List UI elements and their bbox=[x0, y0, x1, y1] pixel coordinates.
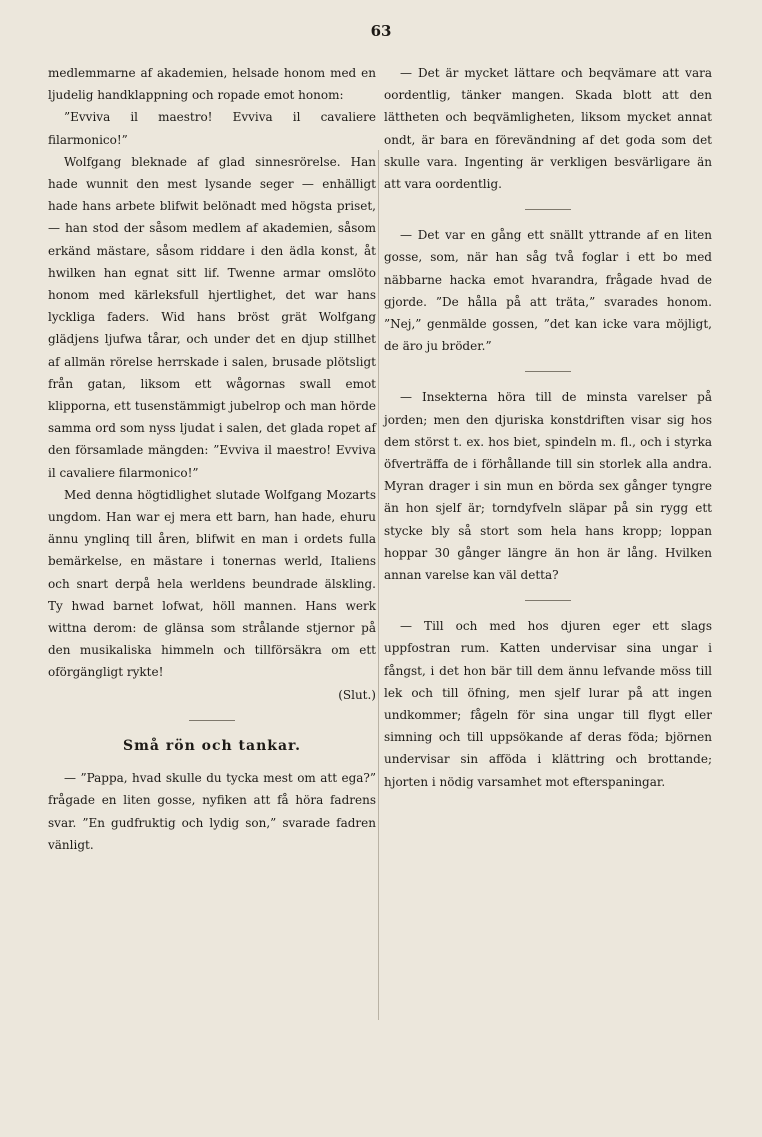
short-item: — Det var en gång ett snällt yttrande af en liten gosse, som, när han såg två foglar i ett bo med näbbarne hacka emot hvarandra, frågade hvad de gjorde. ”De hålla på att träta,” svarades honom. ”Nej,” genmälde gossen, ”det kan icke vara möjligt, de äro ju bröder.” bbox=[384, 228, 712, 354]
short-item: — Det är mycket lättare och beqvämare att vara oordentlig, tänker mangen. Skada blott att den lättheten och beqvämligheten, liksom mycket annat ondt, är bara en förevändning af det goda som det skulle vara. Ingenting är verkligen besvärligare än att vara oordentlig. bbox=[384, 66, 712, 192]
section-heading: Små rön och tankar. bbox=[122, 737, 301, 754]
story-paragraph: ”Evviva il maestro! Evviva il cavaliere filarmonico!” bbox=[48, 110, 376, 147]
story-paragraph: Wolfgang bleknade af glad sinnesrörelse. Han hade wunnit den mest lysande seger — enhälligt hade hans arbete blifwit belönadt med högsta priset, — han stod der såsom medlem af akademien, såsom erkänd mästare, såsom riddare i den ädla konst, åt hwilken han egnat sitt lif. Twenne armar omslöto honom med kärleksfull hjertlighet, det war hans lyckliga faders. Wid hans bröst grät Wolfgang glädjens ljufwa tårar, och under det en djup stillhet af allmän rörelse herrskade i salen, brusade plötsligt från gatan, liksom ett wågornas swall emot klipporna, ett tusenstämmigt jubelrop och man hörde samma ord som nyss ljudat i salen, det glada ropet af den församlade mängden: ”Evviva il maestro! Evviva il cavaliere filarmonico!” bbox=[48, 154, 376, 480]
story-paragraph: Med denna högtidlighet slutade Wolfgang Mozarts ungdom. Han war ej mera ett barn, han hade, ehuru ännu ynglinq till åren, blifwit en man i ordets fulla bemärkelse, en mästare i tonernas werld, Italiens och snart derpå hela werldens beundrade älskling. Ty hwad barnet lofwat, höll mannen. Hans werk wittna derom: de glänsa som strålande stjernor på den musikaliska himmeln och tillförsäkra om ett oförgängligt rykte! bbox=[48, 487, 376, 680]
story-end-mark: (Slut.) bbox=[338, 687, 376, 702]
left-column bbox=[48, 62, 376, 856]
short-item: — Till och med hos djuren eger ett slags uppfostran rum. Katten undervisar sina ungar i fångst, i det hon bär till dem ännu lefvande möss till lek och till öfning, men sjelf lurar på att ingen undkommer; fågeln för sina ungar till flygt eller simning och till uppsökande af deras föda; björnen undervisar sin afföda i klättring och brottande; hjorten i nödig varsamhet mot efterspaningar. bbox=[384, 619, 712, 789]
short-item: — Insekterna höra till de minsta varelser på jorden; men den djuriska konstdriften visar sig hos dem störst t. ex. hos biet, spindeln m. fl., och i styrka öfverträffa de i förhållande till sin storlek alla andra. Myran drager i sin mun en börda sex gånger tyngre än hon sjelf är; torndyfveln släpar på sin rygg ett stycke bly så stort som hela hans kropp; loppan hoppar 30 gånger längre än hon är lång. Hvilken annan varelse kan väl detta? bbox=[384, 390, 712, 583]
page-number: 63 bbox=[370, 22, 392, 40]
short-item: — ”Pappa, hvad skulle du tycka mest om att ega?” frågade en liten gosse, nyfiken att få höra fadrens svar. ”En gudfruktig och lydig son,” svarade fadren vänligt. bbox=[48, 771, 376, 852]
item-divider bbox=[525, 209, 571, 210]
item-divider bbox=[525, 371, 571, 372]
section-divider bbox=[189, 720, 235, 721]
right-column bbox=[384, 62, 712, 793]
column-rule bbox=[378, 150, 379, 1020]
story-paragraph: medlemmarne af akademien, helsade honom med en ljudelig handklappning och ropade emot honom: bbox=[48, 66, 376, 103]
item-divider bbox=[525, 600, 571, 601]
